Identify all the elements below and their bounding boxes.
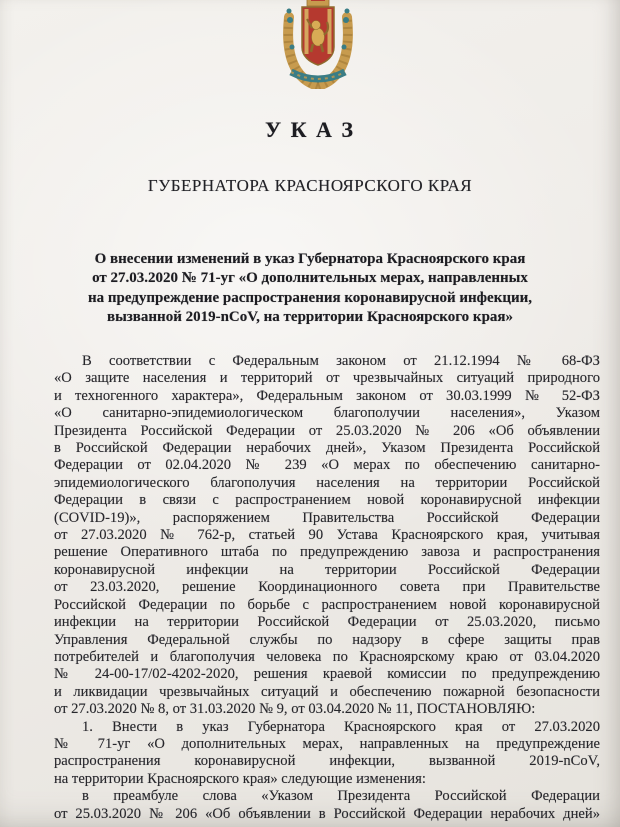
text-line: в Российской Федерации нерабочих дней», Указом Президента Российской (54, 440, 600, 457)
text-line: распространения коронавирусной инфекции, вызванной 2019-nCoV, (54, 753, 600, 770)
krasnoyarsk-krai-coat-of-arms-icon (280, 0, 356, 89)
text-line: «О санитарно-эпидемиологическом благополучии населения», Указом (54, 405, 600, 422)
text-line: вызванной 2019-nCoV, на территории Красноярского края» (106, 309, 514, 326)
text-line: решение Оперативного штаба по предупреждению завоза и распространения (54, 544, 600, 561)
decree-body (54, 353, 600, 823)
text-line: от 25.03.2020 № 206 «Об объявлении в Российской Федерации нерабочих дней» (54, 805, 600, 822)
text-line: коронавирусной инфекции на территории Российской Федерации (54, 561, 600, 578)
decree-subject (60, 250, 560, 328)
text-line: (COVID-19)», распоряжением Правительства Российской Федерации (54, 509, 600, 526)
text-line: № 71-уг «О дополнительных мерах, направленных на предупреждение (54, 735, 600, 752)
text-line: и техногенного характера», Федеральным законом от 30.03.1999 № 52-ФЗ (54, 387, 600, 404)
decree-issuer: ГУБЕРНАТОРА КРАСНОЯРСКОГО КРАЯ (147, 176, 473, 195)
text-line: на территории Красноярского края» следующие изменения: (54, 770, 426, 787)
text-line: на предупреждение распространения коронавирусной инфекции, (87, 289, 533, 306)
text-line: и ликвидации чрезвычайных ситуаций и обеспечению пожарной безопасности (54, 683, 600, 700)
text-line: Управления Федеральной службы по надзору в сфере защиты прав (54, 631, 600, 648)
text-line: О внесении изменений в указ Губернатора Красноярского края (94, 251, 526, 267)
text-line: Федерации от 02.04.2020 № 239 «О мерах по обеспечению санитарно- (54, 457, 600, 474)
text-line: № 24-00-17/02-4202-2020, решения краевой комиссии по предупреждению (54, 666, 600, 683)
text-line: «О защите населения и территорий от чрезвычайных ситуаций природного (54, 370, 600, 387)
text-line: 1. Внести в указ Губернатора Красноярского края от 27.03.2020 (82, 718, 600, 735)
text-line: Президента Российской Федерации от 25.03.2020 № 206 «Об объявлении (54, 422, 600, 439)
text-line: потребителей и благополучия человека по Красноярскому краю от 03.04.2020 (54, 648, 600, 665)
text-line: В соответствии с Федеральным законом от 21.12.1994 № 68-ФЗ (82, 353, 600, 369)
text-line: от 27.03.2020 № 762-р, статьей 90 Устава Красноярского края, учитывая (54, 527, 600, 544)
text-line: Российской Федерации по борьбе с распространением новой коронавирусной (54, 596, 600, 613)
text-line: в преамбуле слова «Указом Президента Российской Федерации (82, 788, 600, 805)
text-line: от 27.03.2020 № 8, от 31.03.2020 № 9, от 03.04.2020 № 11, ПОСТАНОВЛЯЮ: (54, 701, 536, 718)
text-line: инфекции на территории Российской Федерации от 25.03.2020, письмо (54, 614, 600, 631)
text-line: от 23.03.2020, решение Координационного совета при Правительстве (54, 579, 600, 596)
text-line: эпидемиологического благополучия населения на территории Российской (54, 474, 600, 491)
text-line: от 27.03.2020 № 71-уг «О дополнительных мерах, направленных (92, 270, 528, 287)
text-line: Федерации в связи с распространением новой коронавирусной инфекции (54, 492, 600, 509)
decree-type-title: У К А З (264, 117, 356, 142)
